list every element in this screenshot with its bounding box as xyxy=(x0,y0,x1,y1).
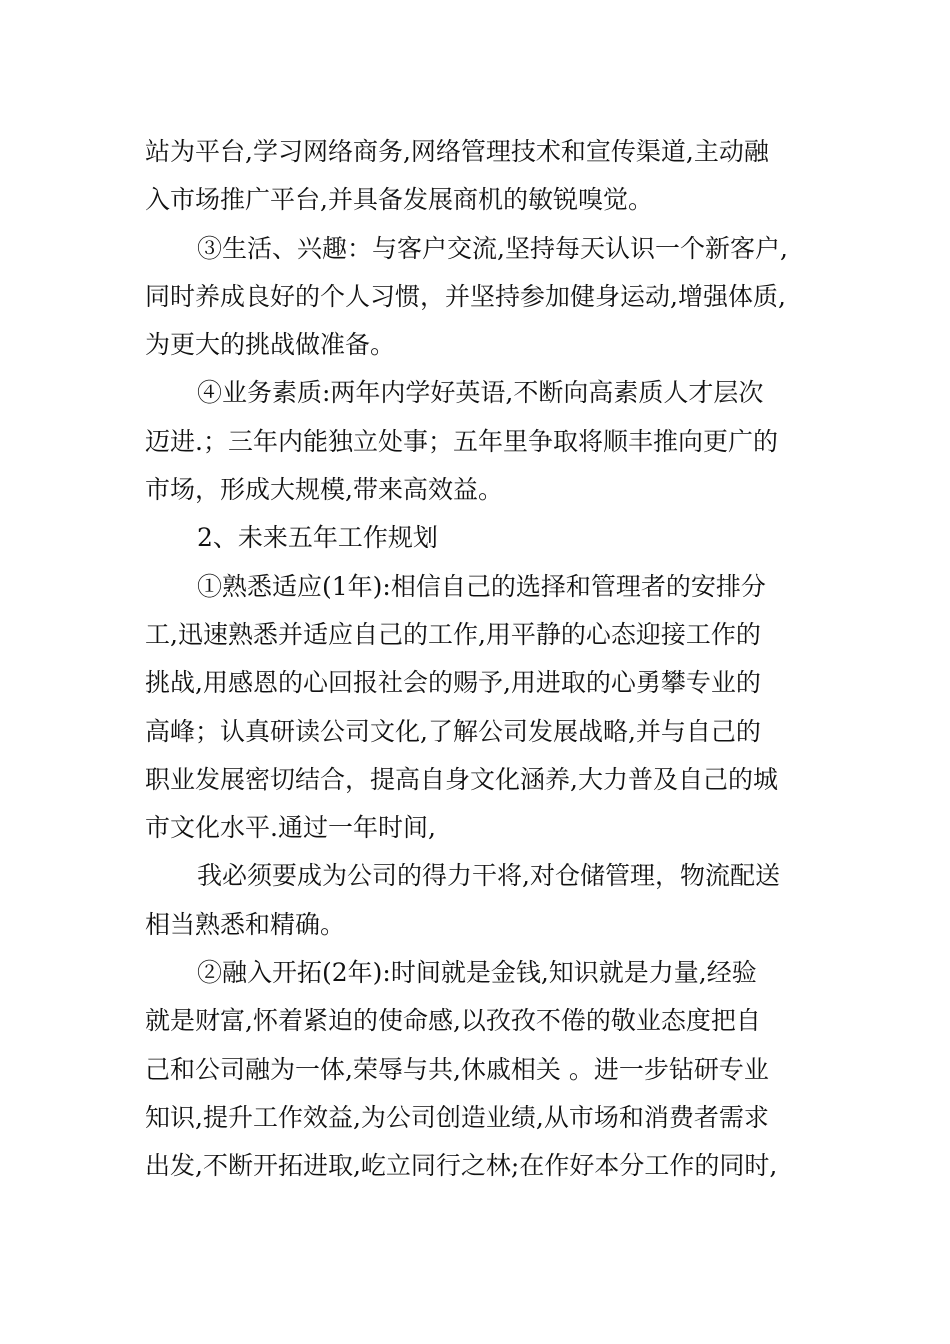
text-line: 工,迅速熟悉并适应自己的工作,用平静的心态迎接工作的 xyxy=(145,619,761,649)
text-line: 为更大的挑战做准备。 xyxy=(145,330,396,360)
body-text xyxy=(145,128,825,1191)
text-line: 就是财富,怀着紧迫的使命感,以孜孜不倦的敬业态度把自 xyxy=(145,1006,761,1036)
text-line: 相当熟悉和精确。 xyxy=(145,909,346,939)
text-line: 同时养成良好的个人习惯，并坚持参加健身运动,增强体质, xyxy=(145,281,786,311)
text-line: 挑战,用感恩的心回报社会的赐予,用进取的心勇攀专业的 xyxy=(145,668,761,698)
text-line: 市文化水平.通过一年时间, xyxy=(145,813,436,843)
text-line: 市场，形成大规模,带来高效益。 xyxy=(145,475,503,505)
text-line: 己和公司融为一体,荣辱与共,休戚相关 。进一步钻研专业 xyxy=(145,1054,769,1084)
text-line: ③生活、兴趣：与客户交流,坚持每天认识一个新客户, xyxy=(197,233,788,263)
text-line: 职业发展密切结合，提高自身文化涵养,大力普及自己的城 xyxy=(145,764,778,794)
text-line: 高峰；认真研读公司文化,了解公司发展战略,并与自己的 xyxy=(145,716,761,746)
text-line: ④业务素质:两年内学好英语,不断向高素质人才层次 xyxy=(197,378,764,408)
text-line: ②融入开拓(2年):时间就是金钱,知识就是力量,经验 xyxy=(197,958,757,988)
text-line: 入市场推广平台,并具备发展商机的敏锐嗅觉。 xyxy=(145,185,653,215)
text-line: 出发,不断开拓进取,屹立同行之林;在作好本分工作的同时, xyxy=(145,1151,778,1181)
text-line: 我必须要成为公司的得力干将,对仓储管理，物流配送 xyxy=(197,861,780,891)
text-line: 知识,提升工作效益,为公司创造业绩,从市场和消费者需求 xyxy=(145,1102,769,1132)
text-line: 站为平台,学习网络商务,网络管理技术和宣传渠道,主动融 xyxy=(145,137,769,166)
text-line: 迈进.；三年内能独立处事；五年里争取将顺丰推向更广的 xyxy=(145,426,778,456)
section-heading: 2、未来五年工作规划 xyxy=(197,523,438,553)
text-line: ①熟悉适应(1年):相信自己的选择和管理者的安排分 xyxy=(197,571,766,601)
